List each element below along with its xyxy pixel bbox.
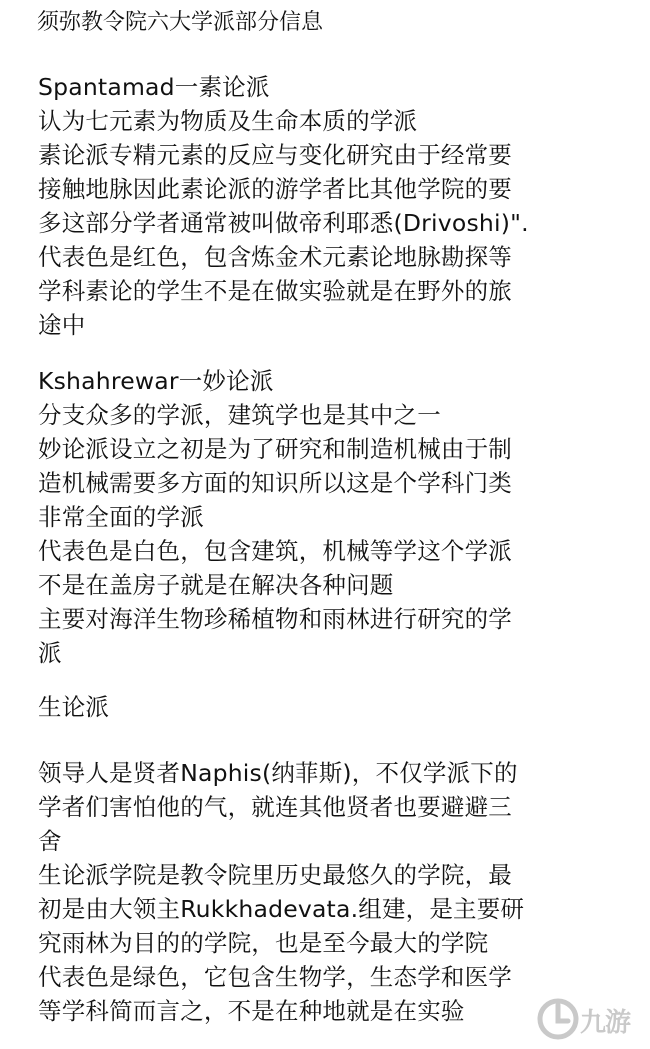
text-line: 代表色是白色，包含建筑，机械等学这个学派 — [38, 537, 512, 565]
text-line: 接触地脉因此素论派的游学者比其他学院的要 — [38, 175, 512, 203]
text-line: 初是由大领主Rukkhadevata.组建，是主要研 — [38, 895, 525, 923]
text-line: 生论派学院是教令院里历史最悠久的学院，最 — [38, 861, 512, 889]
text-line: 认为七元素为物质及生命本质的学派 — [38, 107, 418, 135]
text-line: 领导人是贤者Naphis(纳菲斯)，不仅学派下的 — [38, 759, 518, 787]
text-line: 素论派专精元素的反应与变化研究由于经常要 — [38, 141, 512, 169]
text-line: 学者们害怕他的气，就连其他贤者也要避避三 — [38, 793, 512, 821]
text-line: 分支众多的学派，建筑学也是其中之一 — [38, 401, 441, 429]
text-line: 派 — [38, 639, 62, 667]
text-line: 等学科简而言之，不是在种地就是在实验 — [38, 997, 465, 1025]
text-line: 究雨林为目的的学院，也是至今最大的学院 — [38, 929, 489, 957]
text-line: 学科素论的学生不是在做实验就是在野外的旅 — [38, 277, 512, 305]
section-heading: Spantamad一素论派 — [38, 73, 270, 101]
watermark — [536, 995, 642, 1043]
watermark-logo-text: 九游 — [580, 1008, 631, 1038]
text-line: 途中 — [38, 311, 86, 339]
section-heading: Kshahrewar一妙论派 — [38, 367, 274, 395]
jiuyou-logo-icon — [536, 995, 582, 1043]
section-heading: 生论派 — [38, 693, 110, 721]
document-title: 须弥教令院六大学派部分信息 — [37, 10, 324, 35]
text-line: 主要对海洋生物珍稀植物和雨林进行研究的学 — [38, 605, 512, 633]
text-line: 舍 — [38, 827, 62, 855]
text-line: 造机械需要多方面的知识所以这是个学科门类 — [38, 469, 512, 497]
text-line: 非常全面的学派 — [38, 503, 204, 531]
text-line: 多这部分学者通常被叫做帝利耶悉(Drivoshi)". — [38, 209, 529, 237]
text-line: 妙论派设立之初是为了研究和制造机械由于制 — [38, 435, 512, 463]
text-line: 不是在盖房子就是在解决各种问题 — [38, 571, 394, 599]
text-line: 代表色是红色，包含炼金术元素论地脉勘探等 — [38, 243, 512, 271]
text-line: 代表色是绿色，它包含生物学，生态学和医学 — [38, 963, 512, 991]
